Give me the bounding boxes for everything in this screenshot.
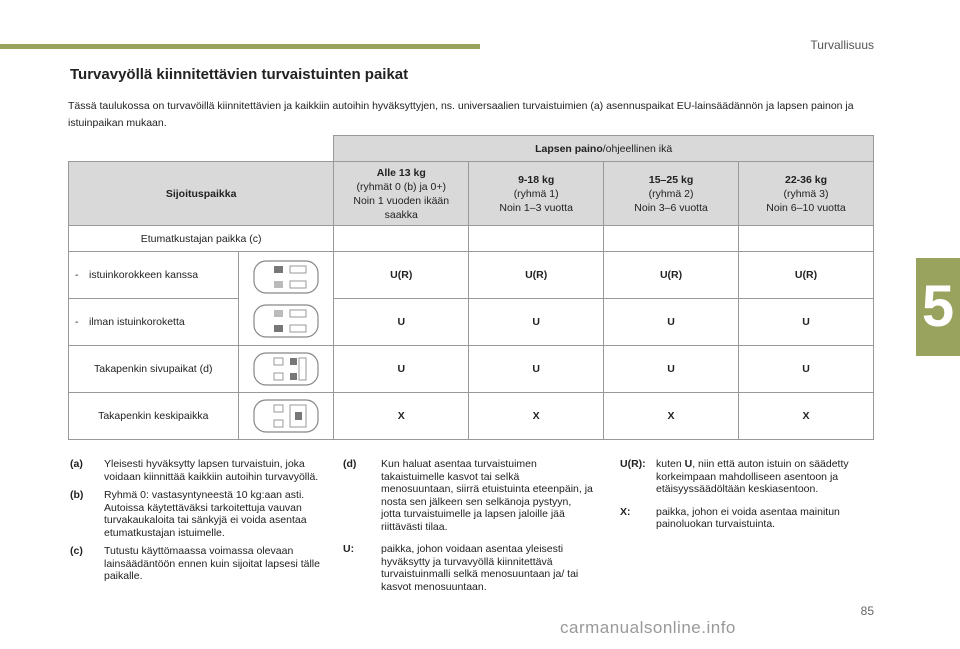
group-weight: 9-18 kg — [518, 173, 555, 186]
note-key: U(R): — [620, 458, 646, 470]
page-title: Turvavyöllä kiinnitettävien turvaistuinten paikat — [70, 66, 409, 83]
weight-header-rest: /ohjeellinen ikä — [602, 142, 673, 155]
note-text: Tutustu käyttömaassa voimassa olevaan lainsäädäntöön ennen kuin sijoitat lapsesi tälle paikalle. — [104, 545, 320, 582]
table-corner — [69, 136, 334, 162]
note-u — [343, 543, 593, 593]
page-number: 85 — [860, 604, 874, 618]
watermark: carmanualsonline.info — [560, 618, 736, 637]
note-text-post: , niin että auton istuin on säädetty korkeimpaan mahdolliseen asentoon ja etäisyyssäädöltään keskiasentoon. — [656, 458, 849, 495]
row-dash: - — [75, 269, 79, 281]
rear-side-diagram — [238, 346, 334, 393]
row-label — [69, 252, 239, 299]
table-cell: U(R) — [604, 252, 739, 299]
group-header-0 — [334, 162, 469, 226]
table-cell: X — [334, 393, 469, 440]
note-key: (b) — [70, 489, 84, 501]
note-key: (a) — [70, 458, 83, 470]
table-cell — [604, 226, 739, 252]
table-cell — [469, 226, 604, 252]
group-name: (ryhmä 3) — [783, 187, 829, 200]
placement-header: Sijoituspaikka — [69, 162, 334, 226]
front-seat-label: Etumatkustajan paikka (c) — [69, 226, 334, 252]
note-key: X: — [620, 505, 631, 518]
seat-table — [68, 135, 874, 440]
notes-column-3 — [620, 458, 874, 537]
table-cell: U(R) — [334, 252, 469, 299]
note-text: paikka, johon ei voida asentaa mainitun painoluokan turvaistuinta. — [656, 505, 840, 530]
note-text: paikka, johon voidaan asentaa yleisesti hyväksytty ja turvavyöllä kiinnitettävä turvaistuinmalli selkä menosuuntaan ja/ tai kasvot menosuuntaan. — [381, 543, 579, 593]
note-text: Yleisesti hyväksytty lapsen turvaistuin, joka voidaan kiinnittää kaikkiin autoihin turvavyöllä. — [104, 458, 319, 483]
chapter-number: 5 — [921, 274, 955, 339]
row-label — [69, 299, 239, 346]
row-label-text: ilman istuinkoroketta — [89, 316, 185, 328]
group-name: (ryhmä 2) — [648, 187, 694, 200]
car-front-seat-icon — [252, 302, 320, 340]
notes-column-1 — [70, 458, 320, 589]
note-text-pre: kuten — [656, 458, 685, 470]
weight-header — [334, 136, 874, 162]
row-label-text: istuinkorokkeen kanssa — [89, 269, 199, 281]
group-age: Noin 6–10 vuotta — [766, 201, 846, 214]
table-cell: X — [739, 393, 874, 440]
group-name: (ryhmät 0 (b) ja 0+) — [356, 180, 447, 193]
table-cell: U — [334, 299, 469, 346]
table-cell: U — [739, 346, 874, 393]
note-text — [656, 458, 874, 496]
group-header-1 — [469, 162, 604, 226]
table-cell: U — [469, 346, 604, 393]
car-rear-side-seat-icon — [252, 350, 320, 388]
group-header-3 — [739, 162, 874, 226]
note-b — [70, 489, 320, 539]
table-cell: U — [604, 299, 739, 346]
table-cell: U — [334, 346, 469, 393]
front-seat-diagrams — [238, 252, 334, 346]
note-text: Ryhmä 0: vastasyntyneestä 10 kg:aan asti. Autoissa käytettäväksi tarkoitettuja vauvan turvakaukaloita tai sänkyjä ei voida asentaa etumatkustajan istuimelle. — [104, 489, 307, 539]
note-text: Kun haluat asentaa turvaistuimen takaistuimelle kasvot tai selkä menosuuntaan, siirrä etuistuinta eteenpäin, ja nosta sen jälkeen sen selkänoja pystyyn, jotta turvaistuimelle ja lapsen jaloille jää riittävästi tilaa. — [381, 458, 593, 533]
group-weight: Alle 13 kg — [376, 166, 426, 179]
group-weight: 15–25 kg — [648, 173, 694, 186]
table-cell: X — [604, 393, 739, 440]
table-cell: U — [739, 299, 874, 346]
table-cell — [334, 226, 469, 252]
intro-text: Tässä taulukossa on turvavöillä kiinnitettävien ja kaikkiin autoihin hyväksyttyjen, ns. universaalien turvaistuimien (a) asennuspaikat EU-lainsäädännön ja lapsen painon ja istuinpaikan mukaan. — [68, 100, 854, 129]
table-cell: U — [604, 346, 739, 393]
group-age: Noin 1 vuoden ikään saakka — [353, 194, 450, 221]
car-rear-center-seat-icon — [252, 397, 320, 435]
row-dash: - — [75, 316, 79, 328]
weight-header-bold: Lapsen paino — [535, 142, 603, 155]
note-c — [70, 545, 320, 583]
group-age: Noin 3–6 vuotta — [634, 201, 708, 214]
table-cell: U — [469, 299, 604, 346]
note-d — [343, 458, 593, 533]
table-cell: U(R) — [469, 252, 604, 299]
table-cell: X — [469, 393, 604, 440]
group-age: Noin 1–3 vuotta — [499, 201, 573, 214]
note-key: U: — [343, 543, 355, 555]
note-ur — [620, 458, 874, 496]
row-label: Takapenkin keskipaikka — [69, 393, 239, 440]
group-header-2 — [604, 162, 739, 226]
row-label: Takapenkin sivupaikat (d) — [69, 346, 239, 393]
note-a — [70, 458, 320, 483]
notes-column-2 — [343, 458, 593, 599]
header-accent-bar — [0, 44, 480, 49]
note-key: (c) — [70, 545, 83, 557]
group-name: (ryhmä 1) — [513, 187, 559, 200]
rear-center-diagram — [238, 393, 334, 440]
note-text-bold: U — [684, 458, 693, 470]
group-weight: 22-36 kg — [784, 173, 828, 186]
table-cell — [739, 226, 874, 252]
note-x — [620, 506, 874, 531]
note-key: (d) — [343, 458, 357, 470]
section-title: Turvallisuus — [810, 38, 874, 52]
table-cell: U(R) — [739, 252, 874, 299]
car-front-seat-icon — [252, 258, 320, 296]
